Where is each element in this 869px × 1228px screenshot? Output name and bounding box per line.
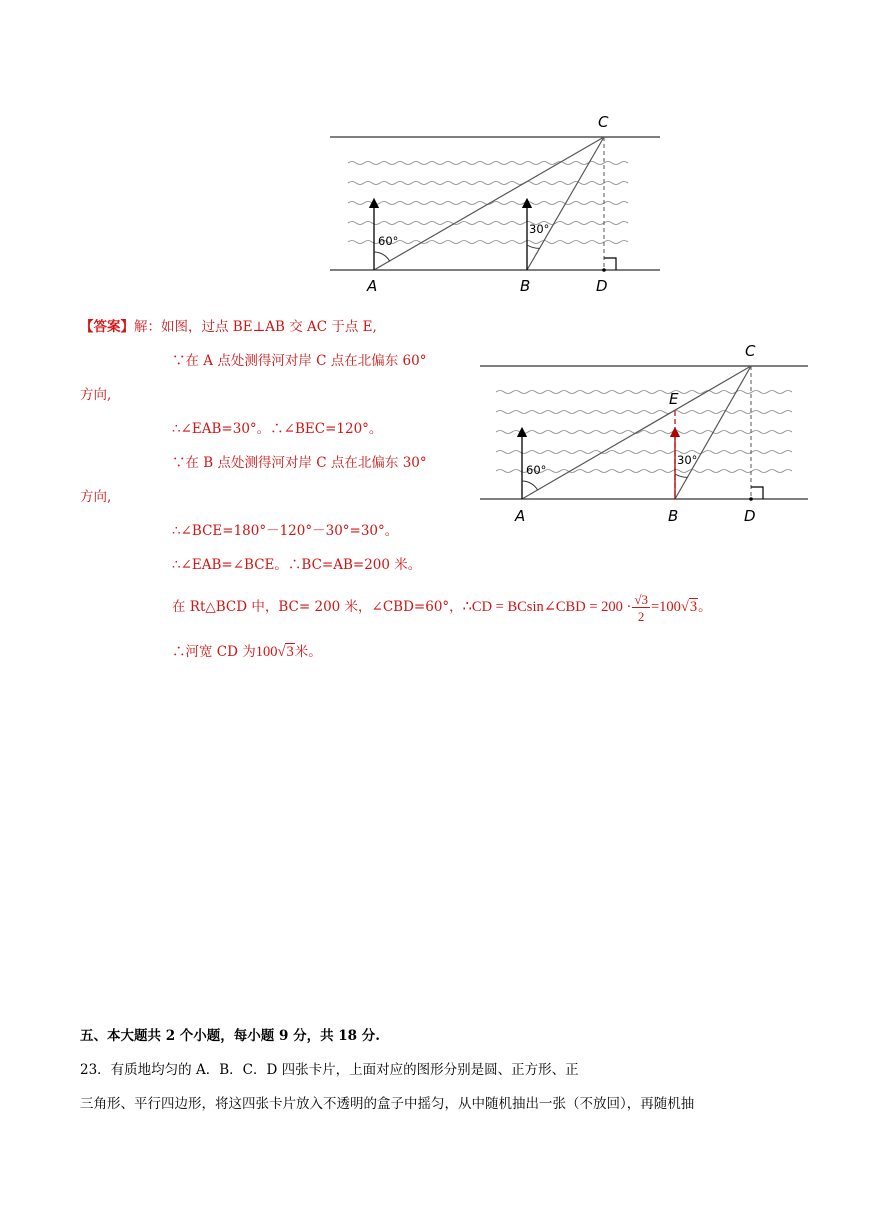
answer-line-7-unit: 米。: [294, 644, 322, 660]
fraction-denominator: 2: [637, 608, 645, 624]
angle-arc-a: [522, 481, 538, 490]
answer-line-6-eq: ∴CD = BCsin∠CBD = 200 ·: [462, 599, 632, 615]
figure-solution: [470, 336, 815, 531]
point-d-dot: [749, 497, 753, 501]
answer-intro-text: 解：如图，过点 BE⊥AB 交 AC 于点 E,: [134, 319, 377, 335]
fraction-numerator: √3: [634, 591, 648, 607]
answer-line-6-result: =100: [650, 599, 681, 615]
angle-arc-b: [527, 245, 540, 248]
answer-line-7-text: ∴河宽 CD 为: [172, 644, 256, 660]
answer-line-6-end: 。: [698, 599, 712, 615]
sqrt-sign: √: [680, 599, 689, 615]
angle-label-b: 30°: [529, 222, 550, 236]
answer-line-5: ∴∠EAB=∠BCE。∴BC=AB=200 米。: [172, 557, 422, 573]
river-waves: [496, 391, 792, 473]
angle-label-b: 30°: [677, 453, 698, 467]
right-angle-mark: [604, 258, 616, 270]
angle-arc-b: [675, 474, 688, 477]
angle-label-a: 60°: [526, 463, 547, 477]
right-angle-mark: [751, 487, 763, 499]
answer-line-1: ∵在 A 点处测得河对岸 C 点在北偏东 60°: [172, 353, 427, 369]
question-23-line-1: 23．有质地均匀的 A．B．C．D 四张卡片，上面对应的图形分别是圆、正方形、正: [80, 1062, 579, 1078]
label-c: C: [745, 342, 756, 360]
point-d-dot: [602, 268, 606, 272]
answer-line-4: ∴∠BCE=180°－120°－30°=30°。: [172, 523, 399, 539]
label-a: A: [367, 277, 378, 295]
angle-arc-a: [374, 252, 390, 261]
label-b: B: [668, 507, 679, 525]
label-c: C: [598, 113, 609, 131]
sqrt-radicand: 3: [689, 599, 698, 615]
figure-river-problem: [320, 105, 665, 300]
line-bc: [675, 366, 751, 499]
label-b: B: [520, 277, 531, 295]
answer-line-3b: 方向,: [80, 489, 112, 505]
answer-line-7-value: 100: [255, 644, 278, 660]
answer-line-6-text: 在 Rt△BCD 中，BC= 200 米，∠CBD=60°，: [172, 599, 463, 615]
answer-line-3: ∵在 B 点处测得河对岸 C 点在北偏东 30°: [172, 455, 427, 471]
label-d: D: [744, 507, 756, 525]
label-d: D: [596, 277, 608, 295]
question-23-line-2: 三角形、平行四边形，将这四张卡片放入不透明的盒子中摇匀，从中随机抽出一张（不放回），再随机抽: [80, 1096, 695, 1112]
answer-line-2: ∴∠EAB=30°。∴∠BEC=120°。: [172, 421, 383, 437]
answer-intro: [80, 318, 377, 336]
line-ac: [522, 366, 751, 499]
answer-line-1b: 方向,: [80, 387, 112, 403]
angle-label-a: 60°: [378, 234, 399, 248]
answer-line-6: [172, 590, 712, 624]
answer-tag: 【答案】: [80, 319, 134, 335]
answer-line-7: [172, 643, 322, 661]
fraction: [632, 593, 650, 623]
line-ac: [374, 137, 604, 270]
sqrt-sign: √: [277, 644, 286, 660]
section-heading: 五、本大题共 2 个小题，每小题 9 分，共 18 分.: [80, 1028, 380, 1044]
label-e: E: [669, 390, 679, 408]
river-waves: [348, 162, 628, 244]
sqrt-radicand: 3: [286, 644, 294, 660]
label-a: A: [515, 507, 526, 525]
